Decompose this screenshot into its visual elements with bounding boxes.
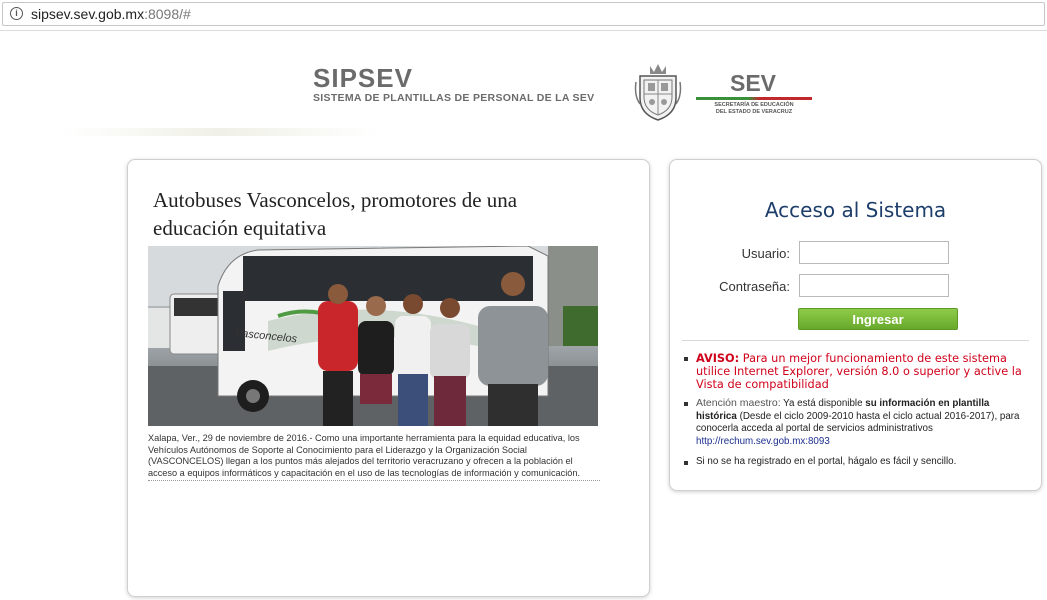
bullet-icon — [684, 461, 688, 465]
atencion-text — [696, 397, 1029, 448]
news-photo-illustration — [148, 246, 598, 426]
header-shadow — [60, 128, 380, 136]
divider — [682, 340, 1029, 341]
sipsev-brand — [313, 64, 594, 104]
username-label: Usuario: — [741, 246, 790, 261]
aviso-label: AVISO: — [696, 352, 740, 365]
url-path: :8098/# — [144, 6, 191, 22]
url-text[interactable] — [31, 6, 191, 22]
login-title: Acceso al Sistema — [764, 198, 947, 222]
bullet-icon — [684, 357, 688, 361]
password-label: Contraseña: — [719, 279, 790, 294]
rechum-link[interactable]: http://rechum.sev.gob.mx:8093 — [696, 435, 830, 447]
password-input[interactable] — [799, 274, 949, 297]
login-panel — [669, 159, 1042, 491]
news-panel — [127, 159, 650, 597]
sev-logo-line — [696, 97, 812, 100]
notice-registro — [684, 456, 1029, 467]
info-icon[interactable]: i — [10, 7, 23, 20]
sev-logo-line1: SECRETARÍA DE EDUCACIÓN — [714, 102, 794, 108]
site-subtitle: SISTEMA DE PLANTILLAS DE PERSONAL DE LA SEV — [313, 92, 595, 104]
browser-address-bar — [0, 0, 1047, 31]
sev-logo-title: SEV — [730, 70, 777, 96]
atencion-text-2: (Desde el ciclo 2009-2010 hasta el ciclo actual 2016-2017), para conocerla acceda al portal de servicios administrativos — [696, 410, 1020, 434]
sev-logo-subtitle — [704, 102, 804, 115]
news-body: Xalapa, Ver., 29 de noviembre de 2016.- Como una importante herramienta para la equidad educativa, los Vehículos Autónomos de Soporte al Conocimiento para el Liderazgo y la Organización Social (VASCONCELOS) llegan a los puntos más alejados del territorio veracruzano y ofrecen a la población el acceso a equipos informáticos y capacitación en el uso de las tecnologías de información y comunicación. — [148, 433, 600, 481]
news-photo[interactable] — [148, 246, 598, 426]
sev-logo-line2: DEL ESTADO DE VERACRUZ — [715, 108, 793, 115]
bullet-icon — [684, 402, 688, 406]
aviso-text — [696, 352, 1029, 391]
atencion-text-1: Ya está disponible — [780, 398, 866, 409]
atencion-label: Atención maestro: — [696, 397, 781, 409]
coat-of-arms-icon — [634, 62, 682, 122]
aviso-message: Para un mejor funcionamiento de este sistema utilice Internet Explorer, versión 8.0 o superior y active la Vista de compatibilidad — [696, 352, 1022, 391]
url-field[interactable] — [2, 2, 1045, 26]
username-input[interactable] — [799, 241, 949, 264]
sev-logo — [696, 70, 812, 120]
registro-text[interactable]: Si no se ha registrado en el portal, hágalo es fácil y sencillo. — [696, 456, 957, 467]
bus-brand-text: Vasconcelos — [234, 327, 298, 346]
notice-atencion — [684, 397, 1029, 448]
url-host: sipsev.sev.gob.mx — [31, 6, 145, 22]
notice-aviso — [684, 352, 1029, 391]
notices — [684, 352, 1029, 473]
site-title: SIPSEV — [313, 63, 413, 93]
news-title[interactable]: Autobuses Vasconcelos, promotores de una educación equitativa — [153, 188, 518, 240]
atencion-bold-text: su información en plantilla histórica — [696, 398, 990, 422]
login-button[interactable]: Ingresar — [798, 308, 958, 330]
